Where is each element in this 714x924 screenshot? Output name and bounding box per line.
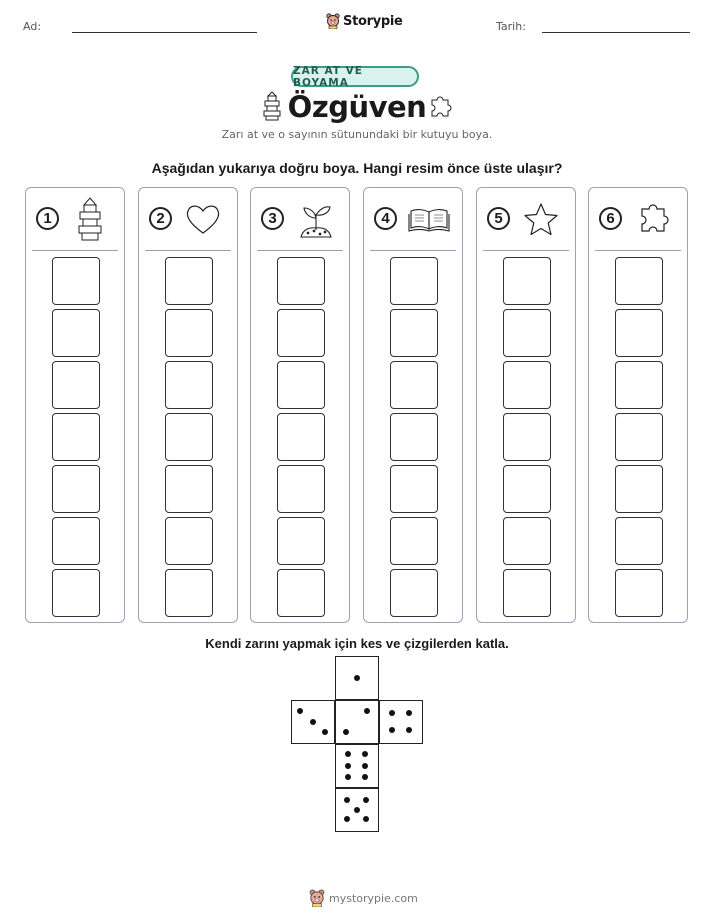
color-box — [52, 465, 100, 513]
dice-pip — [362, 763, 368, 769]
color-box — [390, 517, 438, 565]
column-header — [477, 188, 575, 252]
color-box — [277, 257, 325, 305]
dice-pip — [354, 807, 360, 813]
column-number: 3 — [261, 207, 284, 230]
coloring-instruction: Aşağıdan yukarıya doğru boya. Hangi resim önce üste ulaşır? — [151, 160, 563, 176]
date-line — [542, 32, 690, 33]
dice-pip — [344, 816, 350, 822]
open-book-icon — [408, 207, 450, 233]
dice-pip — [354, 675, 360, 681]
color-box — [615, 309, 663, 357]
column-header — [364, 188, 462, 252]
color-box — [165, 257, 213, 305]
color-box — [503, 361, 551, 409]
column-divider — [483, 250, 569, 251]
color-box — [615, 517, 663, 565]
column-3 — [250, 187, 350, 623]
column-divider — [595, 250, 681, 251]
dice-pip — [406, 710, 412, 716]
dice-pip — [345, 763, 351, 769]
color-box — [390, 257, 438, 305]
dice-pip — [406, 727, 412, 733]
star-icon — [522, 201, 560, 239]
dice-pip — [310, 719, 316, 725]
color-box — [165, 517, 213, 565]
color-box — [277, 413, 325, 461]
puzzle-piece-icon — [428, 94, 454, 120]
color-box — [615, 413, 663, 461]
date-label: Tarih: — [496, 20, 526, 33]
column-header — [139, 188, 237, 252]
footer-url: mystorypie.com — [329, 891, 418, 905]
color-box — [165, 309, 213, 357]
column-header — [589, 188, 687, 252]
footer — [309, 889, 418, 907]
color-box — [165, 413, 213, 461]
column-1 — [25, 187, 125, 623]
column-number: 4 — [374, 207, 397, 230]
column-header — [26, 188, 124, 252]
color-box — [165, 465, 213, 513]
color-box — [503, 569, 551, 617]
color-box — [52, 517, 100, 565]
color-box — [615, 465, 663, 513]
activity-badge: ZAR AT VE BOYAMA — [291, 66, 419, 87]
dice-pip — [322, 729, 328, 735]
column-4 — [363, 187, 463, 623]
puzzle-piece-icon — [637, 200, 671, 238]
dice-face — [291, 700, 335, 744]
color-box — [52, 413, 100, 461]
brand-name: Storypie — [343, 13, 403, 29]
column-number: 6 — [599, 207, 622, 230]
column-number: 1 — [36, 207, 59, 230]
dice-pip — [345, 751, 351, 757]
dice-face — [335, 744, 379, 788]
column-2 — [138, 187, 238, 623]
color-box — [277, 361, 325, 409]
bear-logo-icon — [326, 13, 340, 29]
color-box — [615, 361, 663, 409]
column-divider — [32, 250, 118, 251]
dice-pip — [362, 774, 368, 780]
dice-instruction: Kendi zarını yapmak için kes ve çizgilerden katla. — [205, 636, 509, 651]
dice-face — [335, 700, 379, 744]
column-6 — [588, 187, 688, 623]
color-box — [277, 465, 325, 513]
dice-pip — [363, 816, 369, 822]
dice-pip — [343, 729, 349, 735]
name-line — [72, 32, 257, 33]
color-box — [52, 257, 100, 305]
column-divider — [257, 250, 343, 251]
dice-face — [335, 788, 379, 832]
color-box — [52, 309, 100, 357]
name-label: Ad: — [23, 20, 42, 33]
color-box — [615, 257, 663, 305]
column-number: 2 — [149, 207, 172, 230]
color-box — [165, 361, 213, 409]
color-box — [503, 413, 551, 461]
color-box — [390, 309, 438, 357]
color-box — [390, 361, 438, 409]
dice-face — [379, 700, 423, 744]
dice-pip — [363, 797, 369, 803]
color-box — [503, 517, 551, 565]
color-box — [503, 465, 551, 513]
dice-pip — [344, 797, 350, 803]
bear-logo-icon — [309, 889, 325, 907]
color-box — [503, 309, 551, 357]
brand-logo — [326, 13, 403, 29]
column-header — [251, 188, 349, 252]
color-box — [390, 569, 438, 617]
column-divider — [145, 250, 231, 251]
sprout-icon — [298, 200, 334, 240]
dice-pip — [364, 708, 370, 714]
subtitle: Zarı at ve o sayının sütunundaki bir kutuyu boya. — [221, 128, 493, 141]
dice-pip — [389, 727, 395, 733]
column-number: 5 — [487, 207, 510, 230]
dice-pip — [345, 774, 351, 780]
color-box — [165, 569, 213, 617]
page-title: Özgüven — [287, 90, 427, 124]
color-box — [390, 465, 438, 513]
dice-face — [335, 656, 379, 700]
column-5 — [476, 187, 576, 623]
dice-pip — [389, 710, 395, 716]
color-box — [52, 361, 100, 409]
color-box — [52, 569, 100, 617]
color-box — [277, 309, 325, 357]
heart-icon — [185, 203, 221, 235]
color-box — [277, 517, 325, 565]
block-tower-icon — [76, 196, 104, 242]
dice-pip — [362, 751, 368, 757]
color-box — [390, 413, 438, 461]
color-box — [503, 257, 551, 305]
dice-pip — [297, 708, 303, 714]
color-box — [615, 569, 663, 617]
color-box — [277, 569, 325, 617]
column-divider — [370, 250, 456, 251]
